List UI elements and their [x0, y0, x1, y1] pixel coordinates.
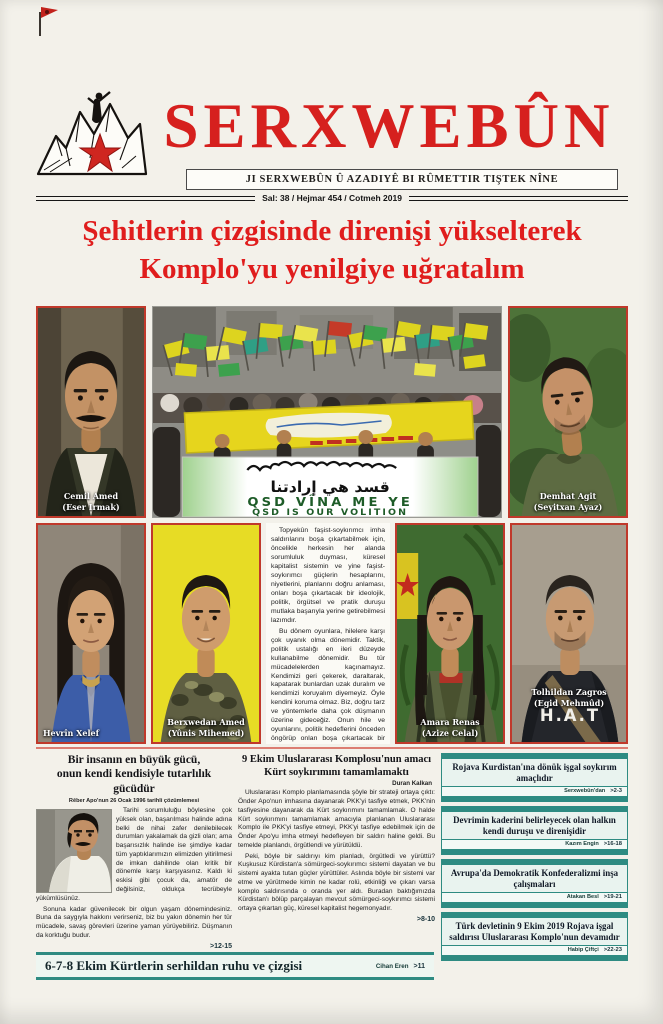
- banner-slogan-kurdish: QSD VÎNA ME YE: [247, 495, 413, 510]
- lead-paragraph-2: Bu dönem oyunlara, hilelere karşı çok uyanık olma dönemidir. Taktik, politik ustalığı en ileri düzeyde kullanabilme dönemidir. Bu tür mücadelelerden kaçınamayız. Kendimizi geri çekerek, daraltarak, kapatarak bunlardan uzak duralım ve kendimizi koruyalım diyemeyiz. Öyle kendini koruma olmaz. Biz, doğru tarz ve yöntemlerle daha çok düşmanın üzerine gideceğiz. Onun hile ve oyunlarını, politik hedeflerini önceden öngörüp onları boşa çıkartacak bir: [271, 627, 385, 743]
- bottom-section: [36, 753, 628, 953]
- martyr-alias: (Eser Irmak): [62, 501, 120, 512]
- teaser-author: Serxwebûn'dan: [564, 788, 606, 794]
- photo-caption-tolhildan-zagros: [512, 687, 626, 708]
- teaser-title: Avrupa'da Demokratik Konfederalizmi inşa çalışmaları: [450, 868, 619, 889]
- article-komplo-title: [238, 753, 435, 779]
- title-line: Kürt soykırımını tamamlamaktı: [264, 767, 409, 779]
- article-komplo-byline: Duran Kalkan: [392, 780, 432, 788]
- article-komplo-page-ref: >8-10: [416, 915, 435, 923]
- demonstration-scene: [153, 307, 501, 517]
- teaser-author: Habip Çiftçi: [567, 947, 599, 953]
- main-headline: [30, 212, 634, 289]
- teaser-page-ref: >22-23: [603, 947, 622, 953]
- demonstration-photo: [152, 306, 502, 518]
- title-line: 9 Ekim Uluslararası Komplosu'nun amacı: [241, 754, 432, 765]
- portrait-cemil-amed: [38, 308, 144, 516]
- article-ocalan-title: [36, 753, 232, 796]
- martyr-name: Berxwedan Amed: [167, 717, 245, 728]
- portrait-hevrin-xelef: [38, 525, 144, 742]
- photo-caption-demhat-agit: [510, 491, 626, 512]
- portrait-berxwedan-amed: [153, 525, 259, 742]
- martyr-photo-tolhildan-zagros: [510, 523, 628, 744]
- ticker-attribution: [376, 963, 425, 970]
- teaser-page-ref: >16-18: [603, 841, 622, 847]
- corner-flag-icon: [36, 4, 62, 36]
- martyr-name: Amara Renas: [420, 717, 480, 728]
- martyr-photo-hevrin-xelef: [36, 523, 146, 744]
- article-ocalan-byline: Rêber Apo'nun 26 Ocak 1996 tarihli çözümlemesi: [68, 798, 200, 805]
- martyr-photo-berxwedan-amed: [151, 523, 261, 744]
- martyr-name: Hevrîn Xelef: [43, 727, 100, 738]
- teaser-bottom-bar: [442, 796, 627, 801]
- rule-right: [409, 196, 628, 201]
- teaser-author: Kazım Engin: [565, 841, 599, 847]
- teaser-attribution: [442, 945, 627, 955]
- portrait-demhat-agit: [510, 308, 626, 516]
- martyr-alias: (Azize Celal): [421, 727, 479, 738]
- ocalan-photo: [36, 809, 112, 893]
- martyr-name: Tolhildan Zagros: [531, 687, 607, 698]
- teaser-turk-devleti-isgal: [441, 912, 628, 961]
- article-ocalan-paragraph-2: Sonuna kadar güvenilecek bir olgun yaşam dönemindesiniz. Buna da saygıyla hakkını verirseniz, biz bu yakın dönemin her tür mücadele, savaş görevleri üzerine yaman yürüyebiliriz. Düşmanın da korktuğu budur.: [36, 905, 232, 939]
- martyr-name: Cemil Amed: [63, 491, 119, 502]
- teaser-bottom-bar: [442, 902, 627, 907]
- article-komplo-body: [238, 789, 435, 924]
- portrait-tolhildan-zagros: [512, 525, 626, 742]
- issue-line: [36, 193, 628, 203]
- photo-row-1: [36, 306, 628, 518]
- headline-line2: Komplo'yu yenilgiye uğratalım: [139, 253, 525, 286]
- teaser-avrupa-konfederalizm: [441, 859, 628, 908]
- martyr-name: Demhat Agit: [539, 491, 597, 502]
- teaser-author: Atakan Besî: [566, 894, 599, 900]
- martyr-photo-cemil-amed: [36, 306, 146, 518]
- banner-arabic-text: قسد هي إرادتنا: [270, 478, 390, 496]
- lead-paragraph-1: Topyekûn faşist-soykırımcı imha saldırılarını boşa çıkartabilmek için, öncelikle herkesin her alanda sorumluluk duyması, küresel kapitalist sistemin ve yine faşist-soykırımcı güçlerin hesaplarını, niyetlerini, planlarını doğru anlaması, onları boşa çıkartacak bir ideolojik, politik, örgütsel ve pratik duruşu mutlaka başarıyla yerine getirebilmesi lazımdır.: [271, 527, 385, 624]
- ticker-title: 6-7-8 Ekim Kürtlerin serhildan ruhu ve çizgisi: [45, 958, 303, 973]
- martyr-alias: (Seyitxan Ayaz): [533, 501, 603, 512]
- banner-slogan-english: QSD IS OUR VOLITION: [252, 507, 409, 517]
- martyr-alias: (Yûnis Mihemed): [167, 727, 245, 738]
- teaser-column: [441, 753, 628, 953]
- ticker-author: Cihan Eren: [375, 962, 409, 970]
- masthead-mountain-logo: [36, 86, 148, 178]
- teaser-bottom-bar: [442, 849, 627, 854]
- article-komplo-paragraph-1: Uluslararası Komplo planlamasında şöyle bir strateji ortaya çıktı: Önder Apo'nun imhasına dayanarak PKK'yi tasfiye etmek, PKK'nin tasfiyesine dayanarak da Kürt soykırımını tamamlamak. O halde Kürt soykırımını tamamlamak amacıyla planlanan Uluslararası Komplo ile PKK'yi tasfiye etmeyi, PKK'yi tasfiye edebilmek için de Önder Apo'yu imha etmeyi hedefleyen bir saldırı haline geldi. Bu temelde planlandı, örgütlendi ve yürütüldü.: [238, 789, 435, 849]
- teaser-page-ref: >2-3: [610, 788, 622, 794]
- portrait-amara-renas: [397, 525, 503, 742]
- martyr-photo-amara-renas: [395, 523, 505, 744]
- teaser-bottom-bar: [442, 955, 627, 960]
- ticker-page-ref: >11: [413, 962, 425, 970]
- photo-caption-amara-renas: [397, 717, 503, 738]
- teaser-attribution: [442, 892, 627, 902]
- article-ocalan-body: [36, 807, 232, 951]
- vest-text-hat: H.A.T: [539, 704, 601, 726]
- martyr-photo-demhat-agit: [508, 306, 628, 518]
- photo-caption-cemil-amed: [38, 491, 144, 512]
- rule-left: [36, 196, 255, 201]
- teaser-title: Türk devletinin 9 Ekim 2019 Rojava işgal saldırısı Uluslararası Komplo'nun devamıdır: [449, 921, 620, 942]
- title-line: onun kendi kendisiyle tutarlılık gücüdür: [56, 768, 212, 795]
- teaser-title: Devrimin kaderini belirleyecek olan halkın kendi duruşu ve direnişidir: [453, 815, 616, 836]
- martyr-alias: (Egid Mehmûd): [533, 697, 605, 708]
- teaser-title: Rojava Kurdistan'ına dönük işgal soykırım amaçlıdır: [452, 762, 617, 783]
- title-line: Bir insanın en büyük gücü,: [67, 754, 201, 766]
- teaser-rojava-isgal: [441, 753, 628, 802]
- photo-caption-berxwedan-amed: [153, 717, 259, 738]
- paper-motto: JI SERXWEBÛN Û AZADIYÊ BI RÛMETTIR TIŞTEK NÎNE: [186, 169, 618, 190]
- issue-text: Sal: 38 / Hejmar 454 / Cotmeh 2019: [262, 193, 402, 203]
- article-ocalan: [36, 753, 232, 950]
- bottom-ticker: [36, 952, 434, 980]
- front-page-lead-text: [266, 523, 390, 744]
- photo-caption-hevrin-xelef: [38, 728, 144, 738]
- article-ocalan-page-ref: >12-15: [210, 942, 232, 950]
- teaser-attribution: [442, 786, 627, 796]
- teaser-page-ref: >19-21: [603, 894, 622, 900]
- paper-title: SERXWEBÛN: [163, 91, 615, 161]
- article-ocalan-paragraph-1: Tarihi sorumluluğu böylesine çok yüksek olan, başarılması halinde adına belki de nihai zafer denilebilecek durumları yakalamak da gizli olan; ama başarısızlık halinde ise şimdiye kadar tüm yaptıklarımızın elimizden yitirilmesi de imkan dahilinde olan kritik bir dönemle karşı karşıyasınız. Kaldı ki eskisi gibi çocuk da, amatör de değilsiniz, oldukça tecrübeyle yükümlüsünüz.: [36, 807, 232, 902]
- article-komplo-paragraph-2: Peki, böyle bir saldırıyı kim planladı, örgütledi ve yürüttü? Kuşkusuz Kürdistan'a sömürgeci-soykırımcı sistemi dayatan ve bu sistemi ayakta tutan güçler yürüttüler. Aslında böyle bir sistemi var etme ve yürütmede kimin ne kadar rolü, etkinliği ve çıkarı varsa komplo saldırısında o oranda yer aldı. Buradan baktığımızda Kürdistan'ı bölüp parçalayan mevcut sömürgeci-soykırımcı sistemi ortaya çıkartan güç, küresel kapitalist hegemonyadır.: [238, 852, 435, 913]
- photo-row-2: [36, 523, 628, 744]
- headline-line1: Şehitlerin çizgisinde direnişi yükselterek: [82, 215, 582, 247]
- article-komplo: [238, 753, 435, 950]
- teaser-attribution: [442, 839, 627, 849]
- section-divider: [36, 747, 628, 749]
- teaser-devrimin-kaderi: [441, 806, 628, 855]
